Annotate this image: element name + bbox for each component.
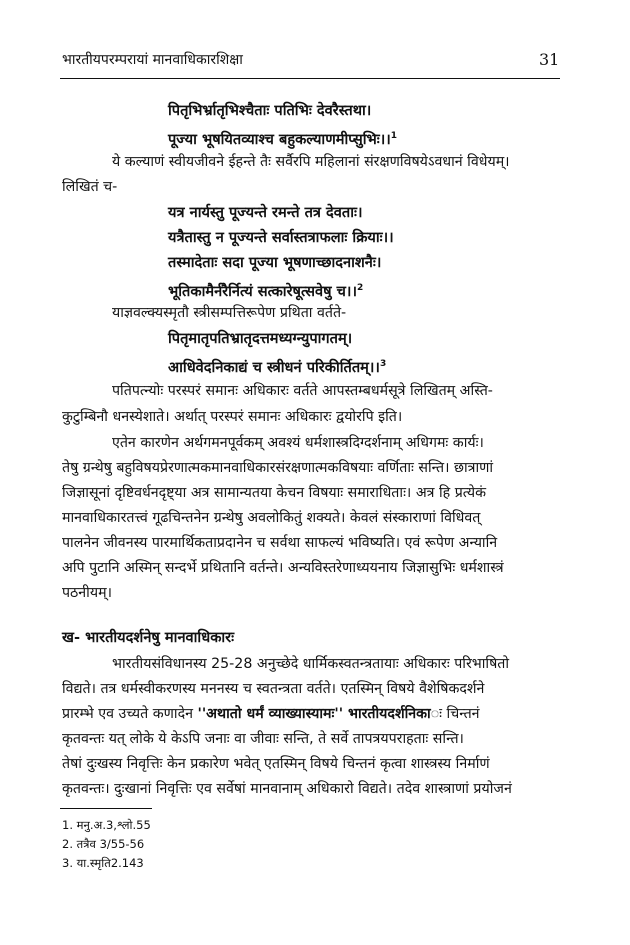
para4-line1: एतेन कारणेन अर्थगमनपूर्वकम् अवश्यं धर्मशास्त्रदिग्दर्शनाम् अधिगमः कार्यः।: [112, 435, 484, 451]
verse3-line2-text: आधिवेदनिकाद्यं च स्त्रीधनं परिकीर्तितम्।।: [168, 358, 380, 376]
verse2-line4: [168, 278, 363, 302]
para5-line3-post: ः चिन्तनं: [430, 706, 480, 722]
para4-line4: मानवाधिकारतत्त्वं गूढचिन्तनेन ग्रन्थेषु अवलोकितुं शक्यते। केवलं संस्काराणां विधिवत्: [62, 510, 481, 526]
verse3-line1: पितृमातृपतिभ्रातृदत्तमध्यग्न्युपागतम्।: [168, 330, 353, 347]
running-title: भारतीयपरम्परायां मानवाधिकारशिक्षा: [62, 52, 243, 68]
para5-line3: [62, 704, 480, 724]
para4-line3: जिज्ञासूनां दृष्टिवर्धनदृष्ट्या अत्र सामान्यतया केचन विषयाः समाराधिताः। अत्र हि प्रत्येकं: [62, 485, 487, 501]
para1-line2: लिखितं च-: [62, 179, 118, 195]
verse1-line2: [168, 126, 397, 150]
page-number: 31: [539, 50, 560, 69]
verse2-line2: यत्रैतास्तु न पूज्यन्ते सर्वास्तत्राफलाः क्रियाः।।: [168, 229, 394, 246]
verse1-line1: पितृभिर्भ्रातृभिश्चैताः पतिभिः देवरैस्तथा।: [168, 102, 372, 119]
para5-line6: कृतवन्तः। दुःखानां निवृत्तिः एव सर्वेषां मानवानाम् अधिकारो विद्यते। तदेव शास्त्राणां प्रयोजनं: [62, 781, 512, 797]
footnote-mark-2: 2: [357, 283, 364, 293]
footnote-mark-3: 3: [379, 359, 387, 369]
para3-line2: कुटुम्बिनौ धनस्येशाते। अर्थात् परस्परं समानः अधिकारः द्वयोरपि इति।: [62, 409, 403, 425]
verse1-line2-text: पूज्या भूषयितव्याश्च बहुकल्याणमीप्सुभिः।।: [168, 130, 391, 148]
para4-line6: अपि पुटानि अस्मिन् सन्दर्भे प्रथितानि वर्तन्ते। अन्यविस्तरेणाध्ययनाय जिज्ञासुभिः धर्मशास्त्रं: [62, 560, 504, 576]
para5-line4: कृतवन्तः यत् लोके ये केऽपि जनाः वा जीवाः सन्ति, ते सर्वे तापत्रयपराहताः सन्ति।: [62, 731, 464, 747]
footnote-1: 1. मनु.अ.3,श्लो.55: [62, 818, 151, 832]
verse2-line1: यत्र नार्यस्तु पूज्यन्ते रमन्ते तत्र देवताः।: [168, 204, 363, 221]
para4-line5: पालनेन जीवनस्य पारमार्थिकताप्रदानेन च सर्वथा साफल्यं भविष्यति। एवं रूपेण अन्यानि: [62, 535, 498, 551]
para2-line1: याज्ञवल्क्यस्मृतौ स्त्रीसम्पत्तिरूपेण प्रथिता वर्तते-: [112, 305, 347, 321]
footnote-rule: [60, 808, 152, 809]
verse3-line2: [168, 354, 386, 378]
footnote-2: 2. तत्रैव 3/55-56: [62, 837, 145, 851]
header-rule: [60, 78, 560, 79]
section-heading: ख- भारतीयदर्शनेषु मानवाधिकारः: [62, 629, 235, 646]
para4-line7: पठनीयम्।: [62, 585, 112, 601]
para5-line1: भारतीयसंविधानस्य 25-28 अनुच्छेदे धार्मिकस्वतन्त्रतायाः अधिकारः परिभाषितो: [112, 656, 510, 672]
para5-line2: विद्यते। तत्र धर्मस्वीकरणस्य मननस्य च स्वतन्त्रता वर्तते। एतस्मिन् विषये वैशेषिकदर्शने: [62, 681, 485, 697]
verse2-line4-text: भूतिकामैर्नरैर्नित्यं सत्कारेषूत्सवेषु च।।: [168, 282, 357, 300]
para5-line3-pre: प्रारम्भे एव उच्यते कणादेन: [62, 706, 198, 722]
para3-line1: पतिपत्न्योः परस्परं समानः अधिकारः वर्तते आपस्तम्बधर्मसूत्रे लिखितम् अस्ति-: [112, 383, 493, 399]
para1-line1: ये कल्याणं स्वीयजीवने ईहन्ते तैः सर्वैरपि महिलानां संरक्षणविषयेऽवधानं विधेयम्।: [112, 154, 510, 170]
footnote-3: 3. या.स्मृति2.143: [62, 856, 144, 870]
para4-line2: तेषु ग्रन्थेषु बहुविषयप्रेरणात्मकमानवाधिकारसंरक्षणात्मकविषयाः वर्णिताः सन्ति। छात्राणां: [62, 460, 494, 476]
verse2-line3: तस्मादेताः सदा पूज्या भूषणाच्छादनाशनैः।: [168, 254, 382, 271]
footnote-mark-1: 1: [390, 131, 398, 141]
quoted-sutra: ''अथातो धर्मं व्याख्यास्यामः'' भारतीयदर्शनिका: [197, 706, 431, 722]
para5-line5: तेषां दुःखस्य निवृत्तिः केन प्रकारेण भवेत् एतस्मिन् विषये चिन्तनं कृत्वा शास्त्रस्य निर्माणं: [62, 756, 490, 772]
